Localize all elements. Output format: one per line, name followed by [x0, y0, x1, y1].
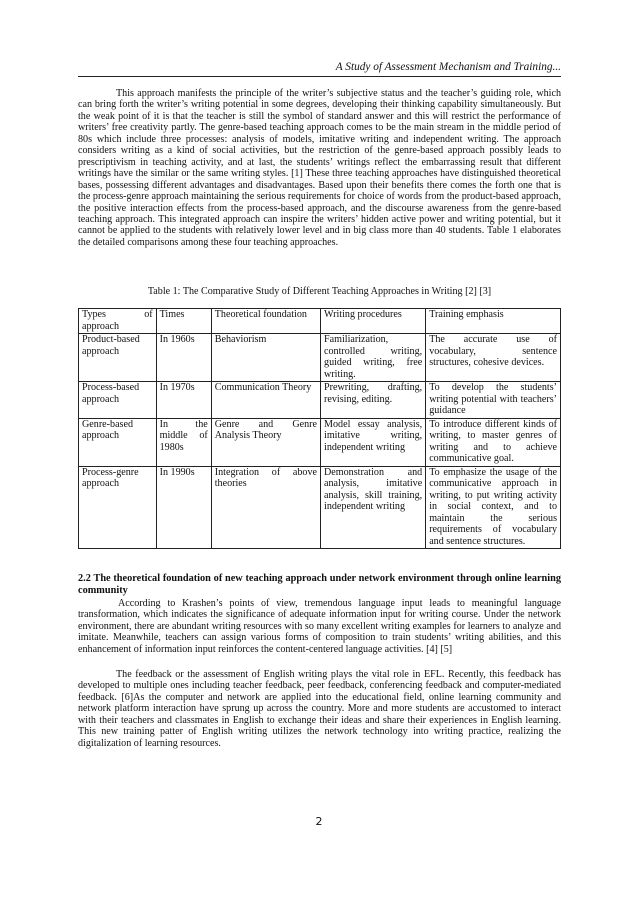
page-number: 2: [315, 815, 323, 828]
table-cell: In 1990s: [156, 466, 211, 549]
table-cell: Product-based approach: [79, 334, 157, 382]
table-row: [79, 382, 561, 419]
table-cell: Demonstration and analysis, imitative analysis, skill training, independent writing: [321, 466, 426, 549]
table-cell: The accurate use of vocabulary, sentence structures, cohesive devices.: [426, 334, 561, 382]
table-cell: In the middle of 1980s: [156, 418, 211, 466]
table-cell: Genre-based approach: [79, 418, 157, 466]
comparison-table: [78, 308, 561, 549]
table-cell: To emphasize the usage of the communicative approach in writing, to put writing activity in social context, and to maintain the serious requirements of vocabulary and sentence structures.: [426, 466, 561, 549]
header-cell: Writing procedures: [321, 309, 426, 334]
table-cell: To introduce different kinds of writing, to master genres of writing and to achieve communicative goal.: [426, 418, 561, 466]
running-head: A Study of Assessment Mechanism and Training...: [335, 61, 561, 73]
table-row: [79, 418, 561, 466]
table-cell: Genre and Genre Analysis Theory: [211, 418, 320, 466]
body-paragraph-2: According to Krashen’s points of view, tremendous language input leads to meaningful language transformation, which indicates the significance of adequate information input for writing course. Under the network environment, there are abundant writing resources with so many excellent writing examples for learners to analyze and imitate. Meanwhile, teachers can assign various forms of composition to train students’ writing abilities, and this enhancement of information input reinforces the content-centered language activities. [4] [5]: [78, 598, 561, 655]
table-cell: Behaviorism: [211, 334, 320, 382]
table-cell: In 1960s: [156, 334, 211, 382]
table-cell: To develop the students’ writing potential with teachers’ guidance: [426, 382, 561, 419]
header-cell: Times: [156, 309, 211, 334]
body-paragraph-1: This approach manifests the principle of the writer’s subjective status and the teacher’s guiding role, which can bring forth the writer’s writing potential in some degrees, developing their thinking capability simultaneously. But the weak point of it is that the teacher is still the symbol of standard answer and this will restrict the performance of writers’ free creativity partly. The genre-based teaching approach comes to be the main stream in the middle period of 80s which include three processes: analysis of models, imitative writing and independent writing. The approach considers writing as a kind of social activities, but the restriction of the genre-based approach possibly leads to prescriptivism in teaching activity, and at last, the students’ writings reflect the embarrassing result that different writings have the similar or the same writing styles. [1] These three teaching approaches have distinguished theoretical bases, possessing different advantages and disadvantages. Based upon their benefits there comes the forth one that is the process-genre approach maintaining the serious requirements for choice of words from the product-based approach, the positive interaction effects from the process-based approach, and the discourse awareness from the genre-based teaching approach. This integrated approach can inspire the writers’ hidden active power and writing potential, but it cannot be applied to the students with relatively lower level and in big class more than 40 students. Table 1 elaborates the detailed comparisons among these four teaching approaches.: [78, 88, 561, 248]
header-cell: Theoretical foundation: [211, 309, 320, 334]
table-cell: Model essay analysis, imitative writing, independent writing: [321, 418, 426, 466]
header-cell: Types of approach: [79, 309, 157, 334]
body-paragraph-3: The feedback or the assessment of English writing plays the vital role in EFL. Recently, this feedback has developed to multiple ones including teacher feedback, peer feedback, conferencing feedback and computer-mediated feedback. [6]As the computer and network are applied into the educational field, online learning community and network platform interaction have sprung up across the country. More and more students are accustomed to interact with their teachers and classmates in English to exchange their ideas and share their experiences in English learning. This new training patter of English writing utilizes the network technology into writing practice, realizing the digitalization of learning resources.: [78, 669, 561, 749]
table-cell: Communication Theory: [211, 382, 320, 419]
table-caption: Table 1: The Comparative Study of Different Teaching Approaches in Writing [2] [3]: [147, 286, 492, 297]
table-cell: In 1970s: [156, 382, 211, 419]
table-cell: Familiarization, controlled writing, guided writing, free writing.: [321, 334, 426, 382]
section-heading: 2.2 The theoretical foundation of new teaching approach under network environment through online learning community: [78, 573, 561, 596]
header-rule: [78, 76, 561, 77]
table-header-row: [79, 309, 561, 334]
table-cell: Integration of above theories: [211, 466, 320, 549]
table-row: [79, 334, 561, 382]
table-cell: Process-genre approach: [79, 466, 157, 549]
table-cell: Prewriting, drafting, revising, editing.: [321, 382, 426, 419]
header-cell: Training emphasis: [426, 309, 561, 334]
table-cell: Process-based approach: [79, 382, 157, 419]
table-row: [79, 466, 561, 549]
